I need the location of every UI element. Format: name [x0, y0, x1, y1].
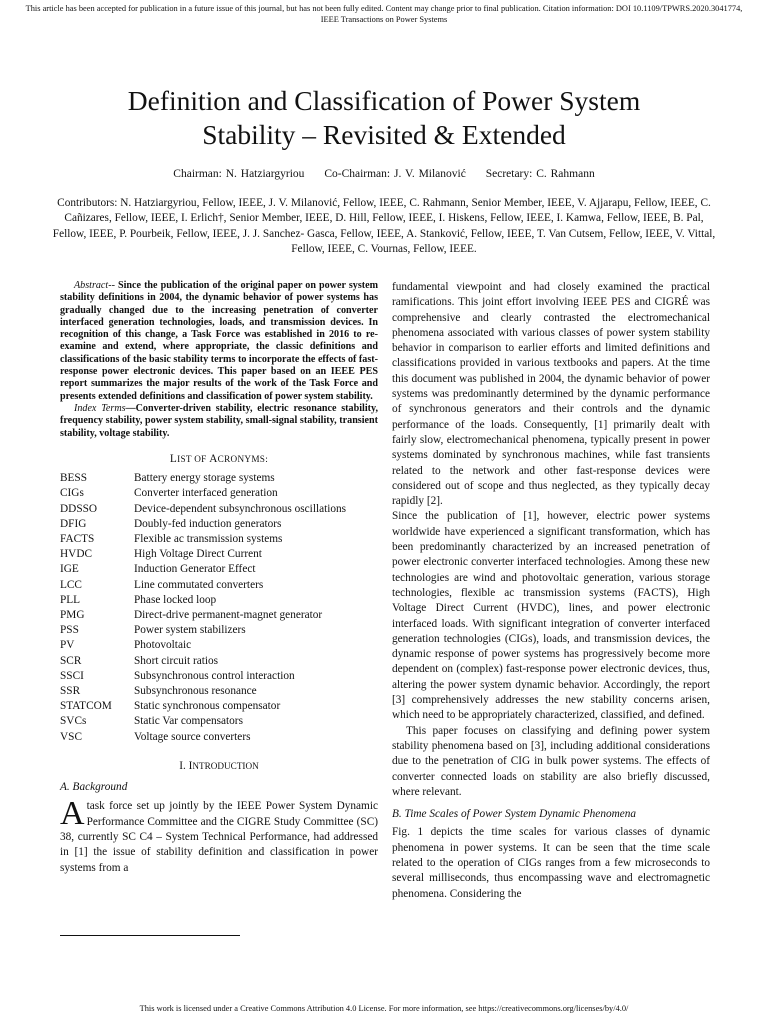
acronym-row — [60, 562, 378, 577]
acronym-row — [60, 654, 378, 669]
right-paragraph-4: Fig. 1 depicts the time scales for various classes of dynamic phenomena in power systems. It can be seen that the time scale related to the operation of CIGs ranges from a few microseconds to several milliseconds, thus encompassing wave and electromagnetic phenomena. Considering the — [392, 826, 710, 900]
subsection-time-scales-heading: B. Time Scales of Power System Dynamic Phenomena — [392, 808, 637, 821]
acronym-term: PMG — [60, 608, 85, 621]
co-chairman: Co-Chairman: J. V. Milanović — [324, 168, 466, 180]
journal-banner: This article has been accepted for publication in a future issue of this journal, but has not been fully edited. Content may change prior to final publication. Citation information: DOI 10.1109/TPWRS.2020.3041774, IEEE Transactions on Power Systems — [25, 4, 743, 24]
acronym-row — [60, 471, 378, 486]
acronym-definition: Flexible ac transmission systems — [134, 532, 283, 545]
title-line-1: Definition and Classification of Power System — [127, 85, 641, 116]
acronym-row — [60, 532, 378, 547]
acronym-definition: High Voltage Direct Current — [134, 548, 262, 561]
acronym-row — [60, 684, 378, 699]
paper-title — [40, 84, 728, 152]
acronym-term: CIGs — [60, 487, 84, 500]
acronym-definition: Converter interfaced generation — [134, 487, 278, 500]
index-terms — [60, 403, 378, 440]
acronym-row — [60, 714, 378, 729]
right-column — [392, 280, 710, 902]
acronym-term: SCR — [60, 654, 82, 667]
acronym-term: LCC — [60, 578, 82, 591]
acronym-row — [60, 517, 378, 532]
footnote-rule — [60, 935, 240, 936]
task-force-officers — [40, 168, 728, 180]
acronym-definition: Photovoltaic — [134, 639, 192, 652]
right-paragraph-1: fundamental viewpoint and had closely examined the practical ramifications. This joint effort involving IEEE PES and CIGRÉ was comprehensive and clearly contrasted the electromechanical phenomena associated with various classes of power system stability behavior in comparison to earlier efforts and limited definitions and classifications provided in various textbooks and papers. At the time this document was published in 2004, the dynamic behavior of power systems was predominantly determined by the dynamic performance of synchronous generators and their controls and the dynamic performance of the loads. Consequently, [1] primarily dealt with fairly slow, electromechanical phenomena, typically present in power systems dominated by synchronous machines, while fast transients related to the network and other fast-response devices were considered out of scope and thus neglected, as they typically decay rapidly [2]. — [392, 281, 710, 508]
acronym-definition: Static synchronous compensator — [134, 700, 281, 713]
acronym-term: BESS — [60, 472, 88, 485]
background-paragraph — [60, 795, 378, 875]
acronym-definition: Static Var compensators — [134, 715, 243, 728]
acronym-definition: Direct-drive permanent-magnet generator — [134, 608, 323, 621]
acronym-definition: Short circuit ratios — [134, 654, 219, 667]
acronym-row — [60, 608, 378, 623]
acronyms-table — [60, 471, 378, 745]
acronym-term: FACTS — [60, 532, 95, 545]
acronym-row — [60, 730, 378, 745]
acronym-term: DDSSO — [60, 502, 98, 515]
acronym-definition: Voltage source converters — [134, 730, 251, 743]
acronym-term: HVDC — [60, 548, 93, 561]
acronym-row — [60, 593, 378, 608]
abstract — [60, 280, 378, 403]
acronym-term: STATCOM — [60, 700, 112, 713]
background-text: task force set up jointly by the IEEE Power System Dynamic Performance Committee and the CIGRE Study Committee (SC) 38, currently SC C4 – System Technical Performance, had addressed in [1] the issue of stability definition and classification in power systems from a — [60, 800, 378, 874]
abstract-text: Since the publication of the original paper on power system stability definitions in 2004, the dynamic behavior of power systems has gradually changed due to the increasing penetration of converter interfaced generation technologies, loads, and transmission devices. In recognition of this change, a Task Force was established in 2016 to re-examine and extend, where appropriate, the classic definitions and classifications of the basic stability terms to incorporate the effects of fast-response power electronic devices. This paper based on an IEEE PES report summarizes the major results of the work of the Task Force and presents extended definitions and classification of power system stability. — [60, 280, 378, 402]
acronym-row — [60, 669, 378, 684]
subsection-background-heading: A. Background — [60, 781, 128, 794]
title-line-2: Stability – Revisited & Extended — [202, 119, 566, 150]
acronym-definition: Power system stabilizers — [134, 624, 246, 637]
acronym-definition: Line commutated converters — [134, 578, 264, 591]
acronyms-heading: LIST OF ACRONYMS: — [169, 452, 269, 465]
acronym-term: VSC — [60, 730, 82, 743]
acronym-definition: Battery energy storage systems — [134, 472, 275, 485]
acronym-row — [60, 486, 378, 501]
drop-cap: A — [60, 795, 85, 833]
acronym-term: DFIG — [60, 517, 87, 530]
right-paragraph-2: Since the publication of [1], however, electric power systems worldwide have experienced a significant transformation, which has been predominantly characterized by an increased penetration of power electronic converter interfaced technologies. Among these new technologies are wind and photovoltaic generation, various storage technologies, flexible ac transmission systems (FACTS), High Voltage Direct Current (HVDC), lines, and power electronic interfaced loads. With significant integration of converter interfaced generation technologies (CIGs), loads, and transmission devices, the dynamic response of power systems has progressively become more dependent on (complex) fast-response power electronic devices, thus, altering the power system dynamic behavior. Accordingly, the report [3] comprehensively addresses the new stability concerns arisen, which need to be appropriately characterized, classified, and defined. — [392, 510, 710, 722]
acronym-definition: Subsynchronous resonance — [134, 685, 257, 697]
abstract-label: Abstract-- — [74, 280, 115, 291]
acronym-term: SSCI — [60, 669, 84, 682]
acronym-term: SSR — [60, 685, 81, 697]
acronym-definition: Subsynchronous control interaction — [134, 669, 295, 682]
acronym-term: SVCs — [60, 715, 87, 728]
secretary: Secretary: C. Rahmann — [485, 168, 595, 180]
acronym-definition: Device-dependent subsynchronous oscillations — [134, 502, 347, 515]
acronym-term: PLL — [60, 593, 81, 606]
acronym-row — [60, 699, 378, 714]
acronym-definition: Doubly-fed induction generators — [134, 517, 282, 530]
acronym-term: PSS — [60, 624, 79, 637]
right-paragraph-3: This paper focuses on classifying and defining power system stability phenomena based on [3], including additional considerations due to the penetration of CIG in bulk power systems. The effects of converter connected loads on stability are also briefly discussed, where relevant. — [392, 724, 710, 798]
acronym-row — [60, 638, 378, 653]
index-terms-label: Index Terms — [74, 402, 126, 414]
acronym-row — [60, 547, 378, 562]
acronym-term: PV — [60, 639, 75, 652]
left-column — [60, 280, 378, 876]
contributors: Contributors: N. Hatziargyriou, Fellow, IEEE, J. V. Milanović, Fellow, IEEE, C. Rahmann, Senior Member, IEEE, V. Ajjarapu, Fellow, IEEE, C. Cañizares, Fellow, IEEE, I. Erlich†, Senior Member, IEEE, D. Hill, Fellow, IEEE, I. Hiskens, Fellow, IEEE, I. Kamwa, Fellow, IEEE, B. Pal, Fellow, IEEE, P. Pourbeik, Fellow, IEEE, J. J. Sanchez- Gasca, Fellow, IEEE, A. Stanković, Fellow, IEEE, T. Van Cutsem, Fellow, IEEE, V. Vittal, Fellow, IEEE, C. Vournas, Fellow, IEEE. — [52, 197, 716, 256]
acronym-definition: Phase locked loop — [134, 593, 217, 606]
acronym-row — [60, 502, 378, 517]
chairman: Chairman: N. Hatziargyriou — [173, 168, 305, 180]
license-footer: This work is licensed under a Creative Commons Attribution 4.0 License. For more information, see https://creativecommons.org/licenses/by/4.0/ — [139, 1004, 629, 1013]
acronym-term: IGE — [60, 563, 79, 576]
acronym-row — [60, 578, 378, 593]
index-terms-text: —Converter-driven stability, electric resonance stability, frequency stability, power system stability, small-signal stability, transient stability, voltage stability. — [60, 402, 378, 439]
section-introduction-heading: I. INTRODUCTION — [179, 759, 259, 772]
acronym-definition: Induction Generator Effect — [134, 563, 256, 576]
acronym-row — [60, 623, 378, 638]
